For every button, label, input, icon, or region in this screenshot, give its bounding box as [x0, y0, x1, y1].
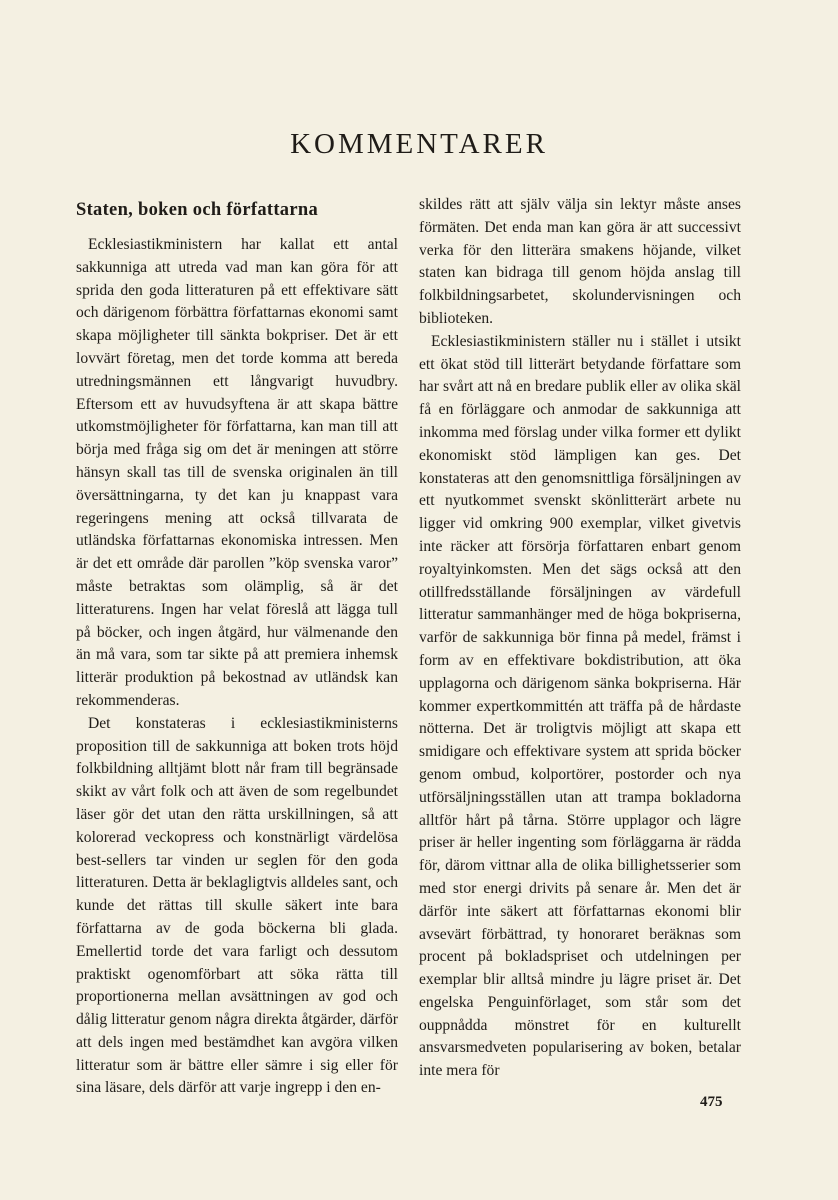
paragraph: Ecklesiastikministern ställer nu i stället i utsikt ett ökat stöd till litterärt betydande författare som har svårt att nå en bredare publik eller av olika skäl få en förläggare och anmodar de sakkunniga att inkomma med förslag under vilka former ett dylikt ekonomiskt stöd lämpligen kan ges. Det konstateras att den genomsnittliga försäljningen av ett nyutkommet svenskt skönlitterärt arbete nu ligger vid omkring 900 exemplar, vilket givetvis inte räcker att försörja författaren enbart genom royaltyinkomsten. Men det sägs också att den otillfredsställande försäljningen av värdefull litteratur sammanhänger med de höga bokpriserna, varför de sakkunniga bör finna på medel, främst i form av en effektivare bokdistribution, att öka upplagorna och därigenom sänka bokpriserna. Här kommer expertkommittén att träffa på de hårdaste nötterna. Det är troligtvis möjligt att skapa ett smidigare och effektivare system att sprida böcker genom ombud, kolportörer, postorder och nya utförsäljningsställen utan att trampa bokladorna alltför hårt på tårna. Större upplagor och lägre priser är heller ingenting som förläggarna är rädda för, därom vittnar alla de olika billighetsserier som med stor energi drivits på senare år. Men det är därför inte säkert att författarnas ekonomi blir avsevärt förbättrad, ty honoraret beräknas som procent på bokladspriset och utdelningen per exemplar blir alltså mindre ju lägre priset är. Det engelska Penguinförlaget, som står som det ouppnådda mönstret för en kulturellt ansvarsmedveten popularisering av boken, betalar inte mera för: [419, 332, 741, 1080]
paragraph: Det konstateras i ecklesiastikministerns proposition till de sakkunniga att boken trots höjd folkbildning alltjämt blott når fram till begränsade skikt av vårt folk och att även de som regelbundet läser gör det utan den rätta urskillningen, så att kolorerad veckopress och konstnärligt värdelösa best-sellers tar vinden ur seglen för den goda litteraturen. Detta är beklagligtvis alldeles sant, och kunde det rättas till skulle säkert inte bara författarna av de goda böckerna bli glada. Emellertid torde det vara farligt och dessutom praktiskt ogenomförbart att söka rätta till proportionerna mellan avsättningen av god och dålig litteratur genom några direkta åtgärder, därför att dels ingen med bestämdhet kan avgöra vilken litteratur som är bättre eller sämre i sig eller för sina läsare, dels därför att varje ingrepp i den en-: [76, 714, 398, 1097]
page-title: KOMMENTARER: [290, 128, 548, 160]
right-column: [419, 194, 741, 1083]
left-column: [76, 194, 398, 1100]
paragraph: skildes rätt att själv välja sin lektyr måste anses förmäten. Det enda man kan göra är att successivt verka för den litterära smakens höjande, vilket staten kan bidraga till genom höjda anslag till folkbildningsarbetet, skolundervisningen och biblioteken.: [419, 196, 741, 327]
paragraph: Ecklesiastikministern har kallat ett antal sakkunniga att utreda vad man kan göra för att sprida den goda litteraturen på ett effektivare sätt och därigenom förbättra författarnas ekonomi samt skapa möjligheter till sänkta bokpriser. Det är ett lovvärt företag, men det torde komma att bereda utredningsmännen ett långvarigt huvudbry. Eftersom ett av huvudsyftena är att skapa bättre utkomstmöjligheter för författarna, kan man till att börja med fråga sig om det är meningen att större hänsyn skall tas till de svenska originalen än till översättningarna, ty det kan ju knappast vara regeringens mening att också tillvarata de utländska författarnas ekonomiska intressen. Men är det ett område där parollen ”köp svenska varor” måste betraktas som olämplig, så är det litteraturens. Ingen har velat föreslå att lägga tull på böcker, och ingen åtgärd, hur välmenande den än må vara, som tar sikte på att premiera inhemsk litterär produktion på bekostnad av utländsk kan rekommenderas.: [76, 236, 398, 709]
article-heading: Staten, boken och författarna: [76, 200, 318, 220]
page-number: 475: [700, 1094, 723, 1110]
